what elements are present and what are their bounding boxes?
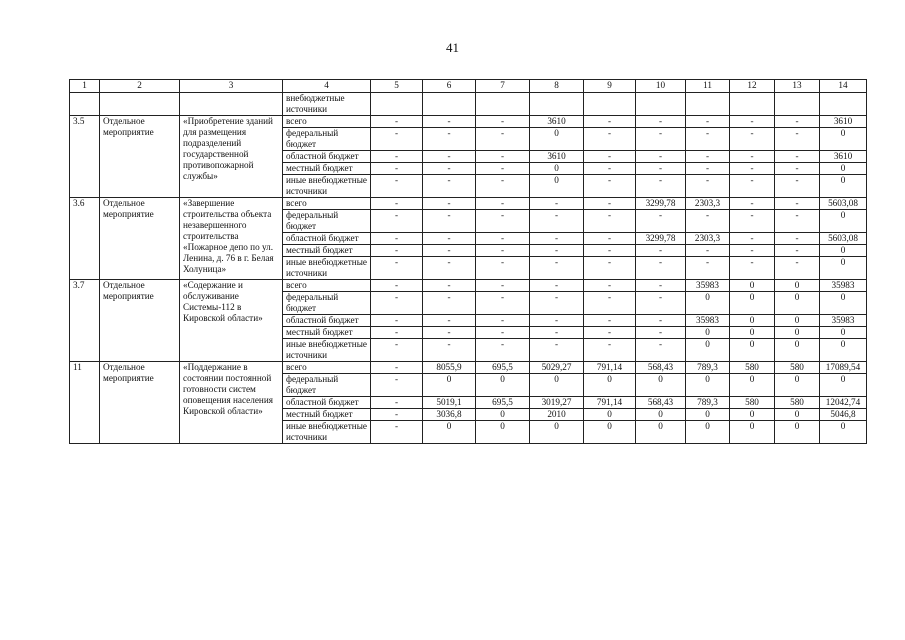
value-cell: - [423, 292, 476, 315]
column-number-header: 7 [476, 80, 530, 93]
value-cell: 8055,9 [423, 362, 476, 374]
value-cell: 3299,78 [636, 198, 686, 210]
funding-source-label: всего [283, 116, 371, 128]
value-cell: - [371, 409, 423, 421]
value-cell: - [730, 198, 775, 210]
value-cell: 0 [730, 339, 775, 362]
carryover-empty-cell [70, 93, 100, 116]
value-cell: - [584, 233, 636, 245]
value-cell: 580 [775, 362, 820, 374]
funding-source-label: иные внебюджетные источники [283, 339, 371, 362]
value-cell: 0 [636, 374, 686, 397]
value-cell: - [686, 116, 730, 128]
value-cell: 0 [820, 421, 867, 444]
value-cell: 0 [820, 292, 867, 315]
value-cell: - [423, 210, 476, 233]
column-number-header: 2 [100, 80, 180, 93]
activity-name-cell: «Приобретение зданий для размещения подразделений государственной противопожарной службы» [180, 116, 283, 198]
value-cell: 0 [730, 421, 775, 444]
value-cell: - [584, 128, 636, 151]
value-cell: - [730, 163, 775, 175]
value-cell: - [775, 116, 820, 128]
carryover-empty-cell [686, 93, 730, 116]
activity-name-cell: «Содержание и обслуживание Системы-112 в Кировской области» [180, 280, 283, 362]
value-cell: 0 [686, 327, 730, 339]
value-cell: - [476, 292, 530, 315]
funding-source-label: областной бюджет [283, 397, 371, 409]
value-cell: 0 [584, 374, 636, 397]
value-cell: - [423, 233, 476, 245]
value-cell: 695,5 [476, 362, 530, 374]
value-cell: - [371, 163, 423, 175]
value-cell: - [775, 198, 820, 210]
value-cell: - [584, 315, 636, 327]
value-cell: - [636, 315, 686, 327]
value-cell: - [371, 245, 423, 257]
value-cell: 35983 [686, 315, 730, 327]
funding-source-label: местный бюджет [283, 327, 371, 339]
value-cell: 568,43 [636, 397, 686, 409]
value-cell: 0 [476, 374, 530, 397]
value-cell: - [423, 198, 476, 210]
value-cell: 0 [686, 292, 730, 315]
value-cell: - [476, 280, 530, 292]
value-cell: 5029,27 [530, 362, 584, 374]
value-cell: 3299,78 [636, 233, 686, 245]
value-cell: - [775, 210, 820, 233]
value-cell: - [530, 280, 584, 292]
value-cell: 789,3 [686, 397, 730, 409]
value-cell: - [423, 280, 476, 292]
value-cell: - [530, 327, 584, 339]
value-cell: - [584, 245, 636, 257]
value-cell: 580 [730, 362, 775, 374]
activity-number-cell: 3.5 [70, 116, 100, 198]
value-cell: 0 [730, 280, 775, 292]
value-cell: - [476, 116, 530, 128]
funding-source-label: внебюджетные источники [283, 93, 371, 116]
value-cell: - [371, 116, 423, 128]
value-cell: 0 [686, 374, 730, 397]
value-cell: - [775, 257, 820, 280]
funding-source-label: местный бюджет [283, 409, 371, 421]
value-cell: 0 [775, 292, 820, 315]
value-cell: - [476, 175, 530, 198]
value-cell: - [636, 280, 686, 292]
value-cell: - [476, 257, 530, 280]
value-cell: - [423, 257, 476, 280]
value-cell: - [423, 245, 476, 257]
value-cell: - [476, 233, 530, 245]
value-cell: 0 [820, 210, 867, 233]
value-cell: - [423, 327, 476, 339]
value-cell: - [775, 245, 820, 257]
value-cell: 0 [530, 421, 584, 444]
activity-name-cell: «Поддержание в состоянии постоянной готовности систем оповещения населения Кировской области» [180, 362, 283, 444]
value-cell: - [584, 198, 636, 210]
value-cell: - [423, 163, 476, 175]
value-cell: 791,14 [584, 397, 636, 409]
carryover-empty-cell [775, 93, 820, 116]
value-cell: 0 [423, 374, 476, 397]
value-cell: 0 [530, 175, 584, 198]
table-row [70, 198, 867, 210]
column-number-header: 4 [283, 80, 371, 93]
carryover-empty-cell [423, 93, 476, 116]
value-cell: - [775, 163, 820, 175]
value-cell: - [775, 175, 820, 198]
value-cell: 2303,3 [686, 233, 730, 245]
value-cell: 0 [730, 315, 775, 327]
value-cell: - [686, 245, 730, 257]
value-cell: 0 [820, 175, 867, 198]
activity-type-cell: Отдельное мероприятие [100, 198, 180, 280]
value-cell: - [730, 175, 775, 198]
value-cell: - [423, 339, 476, 362]
value-cell: 0 [820, 257, 867, 280]
value-cell: - [636, 175, 686, 198]
value-cell: - [371, 362, 423, 374]
value-cell: - [636, 210, 686, 233]
value-cell: - [530, 315, 584, 327]
value-cell: 0 [730, 292, 775, 315]
value-cell: 0 [775, 280, 820, 292]
carryover-empty-cell [584, 93, 636, 116]
carryover-empty-cell [730, 93, 775, 116]
value-cell: - [423, 128, 476, 151]
value-cell: 0 [775, 409, 820, 421]
value-cell: - [476, 151, 530, 163]
column-number-header: 6 [423, 80, 476, 93]
value-cell: 789,3 [686, 362, 730, 374]
funding-source-label: федеральный бюджет [283, 210, 371, 233]
value-cell: 0 [686, 409, 730, 421]
table-row [70, 116, 867, 128]
value-cell: - [476, 315, 530, 327]
funding-source-label: местный бюджет [283, 163, 371, 175]
budget-table [69, 79, 867, 444]
value-cell: - [730, 128, 775, 151]
value-cell: - [476, 128, 530, 151]
value-cell: - [636, 245, 686, 257]
funding-source-label: федеральный бюджет [283, 374, 371, 397]
value-cell: 0 [476, 421, 530, 444]
value-cell: - [371, 151, 423, 163]
activity-number-cell: 3.7 [70, 280, 100, 362]
value-cell: - [371, 210, 423, 233]
value-cell: 5046,8 [820, 409, 867, 421]
value-cell: - [371, 198, 423, 210]
value-cell: 0 [775, 421, 820, 444]
value-cell: - [530, 339, 584, 362]
value-cell: 0 [636, 409, 686, 421]
value-cell: - [530, 210, 584, 233]
value-cell: - [423, 175, 476, 198]
value-cell: - [476, 327, 530, 339]
value-cell: 5603,08 [820, 233, 867, 245]
value-cell: 0 [820, 327, 867, 339]
value-cell: 3036,8 [423, 409, 476, 421]
value-cell: - [636, 151, 686, 163]
carryover-empty-cell [530, 93, 584, 116]
value-cell: 3610 [530, 116, 584, 128]
value-cell: - [476, 339, 530, 362]
value-cell: - [423, 151, 476, 163]
value-cell: 0 [530, 163, 584, 175]
value-cell: - [476, 245, 530, 257]
value-cell: - [371, 421, 423, 444]
funding-source-label: федеральный бюджет [283, 128, 371, 151]
value-cell: - [584, 175, 636, 198]
value-cell: 0 [775, 339, 820, 362]
funding-source-label: иные внебюджетные источники [283, 421, 371, 444]
value-cell: - [730, 233, 775, 245]
value-cell: - [636, 339, 686, 362]
value-cell: - [730, 245, 775, 257]
value-cell: - [686, 210, 730, 233]
value-cell: 580 [775, 397, 820, 409]
value-cell: 0 [584, 409, 636, 421]
activity-number-cell: 11 [70, 362, 100, 444]
value-cell: 0 [775, 327, 820, 339]
funding-source-label: всего [283, 362, 371, 374]
value-cell: 0 [820, 245, 867, 257]
value-cell: 3610 [820, 116, 867, 128]
value-cell: - [636, 292, 686, 315]
value-cell: - [730, 116, 775, 128]
value-cell: 35983 [820, 315, 867, 327]
value-cell: 0 [775, 315, 820, 327]
value-cell: - [371, 280, 423, 292]
value-cell: 0 [820, 128, 867, 151]
value-cell: - [730, 257, 775, 280]
value-cell: - [584, 280, 636, 292]
value-cell: 3610 [820, 151, 867, 163]
column-number-header: 9 [584, 80, 636, 93]
column-number-header: 12 [730, 80, 775, 93]
value-cell: - [530, 257, 584, 280]
value-cell: 0 [730, 374, 775, 397]
value-cell: 0 [686, 339, 730, 362]
funding-source-label: областной бюджет [283, 151, 371, 163]
value-cell: - [476, 198, 530, 210]
value-cell: 0 [820, 374, 867, 397]
value-cell: 3610 [530, 151, 584, 163]
value-cell: 3019,27 [530, 397, 584, 409]
value-cell: - [371, 315, 423, 327]
value-cell: 0 [530, 128, 584, 151]
table-row [70, 280, 867, 292]
column-number-header: 11 [686, 80, 730, 93]
carryover-empty-cell [820, 93, 867, 116]
value-cell: 35983 [820, 280, 867, 292]
activity-name-cell: «Завершение строительства объекта незавершенного строительства «Пожарное депо по ул. Ленина, д. 76 в г. Белая Холуница» [180, 198, 283, 280]
value-cell: 580 [730, 397, 775, 409]
value-cell: 17089,54 [820, 362, 867, 374]
funding-source-label: областной бюджет [283, 233, 371, 245]
value-cell: 0 [423, 421, 476, 444]
value-cell: - [530, 292, 584, 315]
value-cell: - [371, 233, 423, 245]
value-cell: 2010 [530, 409, 584, 421]
carryover-row [70, 93, 867, 116]
value-cell: - [636, 327, 686, 339]
value-cell: - [775, 233, 820, 245]
value-cell: 0 [530, 374, 584, 397]
value-cell: 0 [820, 339, 867, 362]
column-number-header: 8 [530, 80, 584, 93]
value-cell: - [775, 151, 820, 163]
value-cell: - [371, 257, 423, 280]
value-cell: - [636, 257, 686, 280]
value-cell: - [530, 198, 584, 210]
value-cell: 0 [730, 327, 775, 339]
value-cell: - [476, 163, 530, 175]
funding-source-label: всего [283, 198, 371, 210]
column-number-header: 1 [70, 80, 100, 93]
activity-number-cell: 3.6 [70, 198, 100, 280]
column-number-header: 14 [820, 80, 867, 93]
column-number-header: 13 [775, 80, 820, 93]
value-cell: 0 [775, 374, 820, 397]
value-cell: - [530, 233, 584, 245]
value-cell: 0 [476, 409, 530, 421]
value-cell: 12042,74 [820, 397, 867, 409]
value-cell: - [636, 128, 686, 151]
value-cell: - [584, 210, 636, 233]
value-cell: - [584, 339, 636, 362]
value-cell: - [584, 151, 636, 163]
value-cell: 0 [686, 421, 730, 444]
value-cell: - [584, 163, 636, 175]
carryover-empty-cell [476, 93, 530, 116]
funding-source-label: областной бюджет [283, 315, 371, 327]
column-number-header: 5 [371, 80, 423, 93]
value-cell: 0 [730, 409, 775, 421]
value-cell: - [371, 327, 423, 339]
value-cell: 35983 [686, 280, 730, 292]
value-cell: 2303,3 [686, 198, 730, 210]
value-cell: 695,5 [476, 397, 530, 409]
value-cell: 568,43 [636, 362, 686, 374]
value-cell: - [371, 128, 423, 151]
value-cell: - [584, 116, 636, 128]
value-cell: - [584, 327, 636, 339]
value-cell: - [636, 116, 686, 128]
value-cell: - [584, 292, 636, 315]
funding-source-label: иные внебюджетные источники [283, 257, 371, 280]
value-cell: - [775, 128, 820, 151]
page-number: 41 [446, 40, 459, 55]
value-cell: 5603,08 [820, 198, 867, 210]
carryover-empty-cell [371, 93, 423, 116]
value-cell: - [584, 257, 636, 280]
value-cell: - [371, 292, 423, 315]
value-cell: - [730, 151, 775, 163]
value-cell: - [686, 128, 730, 151]
value-cell: 0 [820, 163, 867, 175]
value-cell: - [530, 245, 584, 257]
funding-source-label: всего [283, 280, 371, 292]
value-cell: - [371, 175, 423, 198]
value-cell: - [371, 374, 423, 397]
table-row [70, 362, 867, 374]
funding-source-label: иные внебюджетные источники [283, 175, 371, 198]
value-cell: - [371, 397, 423, 409]
value-cell: - [371, 339, 423, 362]
value-cell: - [476, 210, 530, 233]
column-number-header: 10 [636, 80, 686, 93]
activity-type-cell: Отдельное мероприятие [100, 280, 180, 362]
value-cell: - [730, 210, 775, 233]
value-cell: 791,14 [584, 362, 636, 374]
funding-source-label: федеральный бюджет [283, 292, 371, 315]
value-cell: - [636, 163, 686, 175]
value-cell: - [686, 151, 730, 163]
value-cell: - [423, 116, 476, 128]
activity-type-cell: Отдельное мероприятие [100, 116, 180, 198]
column-number-header: 3 [180, 80, 283, 93]
carryover-empty-cell [180, 93, 283, 116]
activity-type-cell: Отдельное мероприятие [100, 362, 180, 444]
value-cell: 0 [636, 421, 686, 444]
column-number-row [70, 80, 867, 93]
funding-source-label: местный бюджет [283, 245, 371, 257]
value-cell: - [686, 175, 730, 198]
value-cell: 5019,1 [423, 397, 476, 409]
carryover-empty-cell [100, 93, 180, 116]
value-cell: 0 [584, 421, 636, 444]
value-cell: - [423, 315, 476, 327]
value-cell: - [686, 257, 730, 280]
carryover-empty-cell [636, 93, 686, 116]
value-cell: - [686, 163, 730, 175]
